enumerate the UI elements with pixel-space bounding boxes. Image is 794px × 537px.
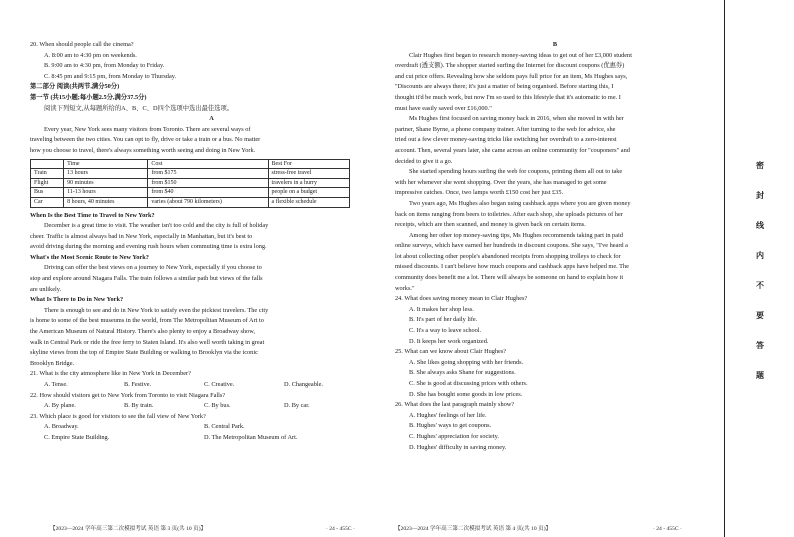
margin-char: 不 bbox=[756, 281, 764, 290]
paragraph-line: walk in Central Park or ride the free ferry to Staten Island. It's also well worth taking in great bbox=[30, 338, 265, 346]
table-cell: varies (about 790 kilometers) bbox=[148, 197, 268, 207]
option-d: D. Hughes' difficulty in saving money. bbox=[409, 443, 507, 451]
table-header-cell: Best For bbox=[268, 159, 349, 169]
table-cell: Train bbox=[31, 169, 64, 179]
table-cell: 8 hours, 40 minutes bbox=[64, 197, 148, 207]
option-a: A. It makes her shop less. bbox=[409, 305, 474, 313]
option-c: C. Hughes' appreciation for society. bbox=[409, 432, 499, 440]
paragraph-line: are unlikely. bbox=[30, 285, 62, 293]
table-cell: travelers in a hurry bbox=[268, 178, 349, 188]
paragraph-line: receipts, which are then scanned, and money is given back on certain items. bbox=[395, 221, 586, 229]
option-d: D. The Metropolitan Museum of Art. bbox=[204, 433, 298, 441]
option-c: C. Creative. bbox=[204, 381, 235, 388]
paragraph-line: partner, Shane Byrne, a phone company trainer. After turning to the web for advice, she bbox=[395, 125, 616, 133]
part-2-heading: 第二部分 阅读(共两节,满分50分) bbox=[30, 83, 120, 91]
paragraph-line: online surveys, which have earned her hundreds in discount coupons. She says, "I've heard a bbox=[395, 242, 628, 250]
option-b: B. By train. bbox=[124, 402, 154, 410]
paragraph-line: account. Then, several years later, she came across an online community for "couponers" and bbox=[395, 146, 630, 154]
margin-char: 答 bbox=[756, 341, 764, 350]
table-row bbox=[31, 178, 350, 188]
table-cell: Bus bbox=[31, 188, 64, 198]
paragraph-line: lot about collecting other people's abandoned receipts from shopping trolleys to check for bbox=[395, 252, 621, 260]
right-page bbox=[395, 0, 715, 537]
paragraph-line: with her whenever she went shopping. Over the years, she has managed to get some bbox=[395, 178, 607, 186]
question-22-options bbox=[30, 401, 393, 412]
option-a: A. Tense. bbox=[44, 381, 68, 388]
margin-char: 封 bbox=[756, 191, 764, 200]
table-cell: 11-13 hours bbox=[64, 188, 148, 198]
option-a: A. Hughes' feelings of her life. bbox=[409, 411, 487, 419]
question-20-option-c: C. 8:45 pm and 9:15 pm, from Monday to Thursday. bbox=[44, 72, 177, 80]
paragraph-line: works." bbox=[395, 284, 415, 292]
question-24-stem: 24. What does saving money mean to Clair Hughes? bbox=[395, 295, 528, 303]
paragraph-line: There is enough to see and do in New York to satisfy even the pickiest travelers. The city bbox=[44, 306, 269, 314]
table-header-cell: Time bbox=[64, 159, 148, 169]
option-c: C. It's a way to leave school. bbox=[409, 327, 482, 335]
left-page bbox=[30, 0, 393, 537]
table-cell: Car bbox=[31, 197, 64, 207]
table-cell: from $175 bbox=[148, 169, 268, 179]
paragraph-line: stop and explore around Niagara Falls. The train follows a similar path but views of the falls bbox=[30, 275, 263, 283]
paragraph-line: skyline views from the top of Empire State Building or walking to Brooklyn via the iconic bbox=[30, 349, 258, 357]
paragraph-line: Ms Hughes first focused on saving money back in 2016, when she moved in with her bbox=[409, 115, 624, 123]
table-cell: 13 hours bbox=[64, 169, 148, 179]
table-row bbox=[31, 169, 350, 179]
paragraph-line: missed discounts. I can't believe how much coupons and cashback apps have helped me. The bbox=[395, 263, 629, 271]
option-b: B. She always asks Shane for suggestions. bbox=[409, 369, 516, 377]
table-cell: Flight bbox=[31, 178, 64, 188]
option-b: B. Central Park. bbox=[204, 423, 245, 431]
option-b: B. It's part of her daily life. bbox=[409, 316, 478, 324]
table-cell: from $40 bbox=[148, 188, 268, 198]
paragraph-line: Clair Hughes first began to research money-saving ideas to get out of her £3,000 student bbox=[409, 51, 632, 59]
option-c: C. Empire State Building. bbox=[44, 433, 110, 441]
passage-a-intro-line: how you choose to travel, there's always something worth seeing and doing in New York. bbox=[30, 146, 256, 154]
table-cell: people on a budget bbox=[268, 188, 349, 198]
option-a: A. By plane. bbox=[44, 402, 76, 410]
question-20-stem: 20. When should people call the cinema? bbox=[30, 41, 134, 48]
paragraph-line: back on items ranging from beers to toiletries. After each shop, she uploads pictures of her bbox=[395, 210, 623, 218]
option-a: A. Broadway. bbox=[44, 423, 79, 431]
paragraph-line: community does benefit me a lot. There will always be someone on hand to explain how it bbox=[395, 274, 624, 282]
question-25-stem: 25. What can we know about Clair Hughes? bbox=[395, 348, 507, 356]
reading-instruction: 阅读下列短文,从每题所给的A、B、C、D四个选项中选出最佳选项。 bbox=[44, 104, 234, 112]
question-21-stem: 21. What is the city atmosphere like in New York in December? bbox=[30, 370, 191, 378]
margin-char: 要 bbox=[756, 311, 764, 320]
paragraph-line: impressive catches. Once, two lamps worth £150 cost her just £35. bbox=[395, 189, 564, 197]
paragraph-line: Brooklyn Bridge. bbox=[30, 359, 75, 367]
table-cell: stress-free travel bbox=[268, 169, 349, 179]
passage-a-intro-line: Every year, New York sees many visitors from Toronto. There are several ways of bbox=[44, 125, 251, 133]
paragraph-line: She started spending hours surfing the web for coupons, printing them all out to take bbox=[409, 168, 623, 176]
question-22-stem: 22. How should visitors get to New York from Toronto to visit Niagara Falls? bbox=[30, 391, 226, 399]
paragraph-line: must have easily saved over £16,000." bbox=[395, 104, 492, 112]
question-23-stem: 23. Which place is good for visitors to see the fall view of New York? bbox=[30, 412, 206, 420]
page-code-left: · 24 - 455C · bbox=[326, 526, 355, 532]
table-row bbox=[31, 188, 350, 198]
table-row bbox=[31, 197, 350, 207]
margin-char: 题 bbox=[756, 371, 764, 380]
paragraph-line: avoid driving during the morning and evening rush hours when commuting time is extra long. bbox=[30, 243, 267, 251]
table-cell: 90 minutes bbox=[64, 178, 148, 188]
question-26-stem: 26. What does the last paragraph mainly show? bbox=[395, 401, 515, 409]
paragraph-line: cheer. Traffic is almost always bad in New York, especially in Manhattan, but it's best to bbox=[30, 232, 253, 240]
paragraph-line: thought it'd be much work, but now I'm so used to this lifestyle that it's automatic to me. I bbox=[395, 93, 621, 101]
paragraph-line: "Discounts are always there; it's just a matter of being organised. Before starting this, I bbox=[395, 83, 614, 91]
section-heading-best-time: When Is the Best Time to Travel to New York? bbox=[30, 211, 155, 219]
question-23-options-ab bbox=[30, 422, 393, 433]
question-20-option-a: A. 8:00 am to 4:30 pm on weekends. bbox=[44, 51, 137, 59]
table-header-cell: Cost bbox=[148, 159, 268, 169]
option-c: C. By bus. bbox=[204, 402, 231, 410]
option-a: A. She likes going shopping with her friends. bbox=[409, 358, 524, 366]
paragraph-line: the American Museum of Natural History. There's also plenty to enjoy a Broadway show, bbox=[30, 328, 255, 336]
section-heading-scenic-route: What's the Most Scenic Route to New York? bbox=[30, 253, 149, 261]
binding-margin bbox=[724, 0, 794, 537]
section-1-heading: 第一节 (共15小题;每小题2.5分,满分37.5分) bbox=[30, 93, 147, 101]
question-21-options bbox=[30, 380, 393, 391]
margin-char: 线 bbox=[756, 221, 764, 230]
option-b: B. Hughes' ways to get coupons. bbox=[409, 422, 492, 430]
paragraph-line: and cut price offers. Revealing how she seldom pays full price for an item, Ms Hughes says, bbox=[395, 72, 628, 80]
table-header-cell bbox=[31, 159, 64, 169]
travel-options-table bbox=[30, 159, 350, 208]
question-20-option-b: B. 9:00 am to 4:30 pm, from Monday to Friday. bbox=[44, 62, 165, 70]
question-23-options-cd bbox=[30, 433, 393, 444]
option-d: D. She has bought some goods in low prices. bbox=[409, 390, 523, 398]
option-c: C. She is good at discussing prices with others. bbox=[409, 380, 528, 387]
passage-a-label: A bbox=[209, 115, 214, 123]
paragraph-line: tried out a few clever money-saving tricks like switching her overdraft to a zero-interest bbox=[395, 136, 617, 144]
paragraph-line: decided to give it a go. bbox=[395, 157, 453, 165]
table-header-row bbox=[31, 159, 350, 169]
option-d: D. By car. bbox=[284, 402, 310, 410]
passage-a-intro-line: traveling between the two cities. You can opt to fly, drive or take a train or a bus. No matter bbox=[30, 136, 261, 144]
option-d: D. Changeable. bbox=[284, 381, 323, 388]
page-code-right: · 24 - 455C · bbox=[653, 526, 682, 532]
margin-char: 密 bbox=[756, 161, 764, 170]
option-d: D. It keeps her work organized. bbox=[409, 337, 489, 345]
section-heading-things-to-do: What Is There to Do in New York? bbox=[30, 296, 124, 304]
option-b: B. Festive. bbox=[124, 381, 152, 388]
paragraph-line: Two years ago, Ms Hughes also began using cashback apps where you are given money bbox=[409, 199, 631, 207]
table-cell: a flexible schedule bbox=[268, 197, 349, 207]
page-footer-right: 【2023—2024 学年高三第二次模拟考试 英语 第 4 页(共 10 页)】 bbox=[395, 526, 552, 532]
paragraph-line: Among her other top money-saving tips, Ms Hughes recommends taking part in paid bbox=[409, 231, 623, 239]
paragraph-line: overdraft (透支额). The shopper started surfing the Internet for discount coupons (优惠券) bbox=[395, 62, 625, 70]
margin-char: 内 bbox=[756, 251, 764, 260]
page-footer-left: 【2023—2024 学年高三第二次模拟考试 英语 第 3 页(共 10 页)】 bbox=[50, 526, 207, 532]
table-cell: from $150 bbox=[148, 178, 268, 188]
paragraph-line: Driving can offer the best views on a journey to New York, especially if you choose to bbox=[44, 264, 262, 272]
passage-b-label: B bbox=[552, 41, 558, 48]
paragraph-line: December is a great time to visit. The weather isn't too cold and the city is full of holiday bbox=[44, 222, 269, 230]
paragraph-line: is home to some of the best museums in the world, from The Metropolitan Museum of Art to bbox=[30, 317, 264, 325]
